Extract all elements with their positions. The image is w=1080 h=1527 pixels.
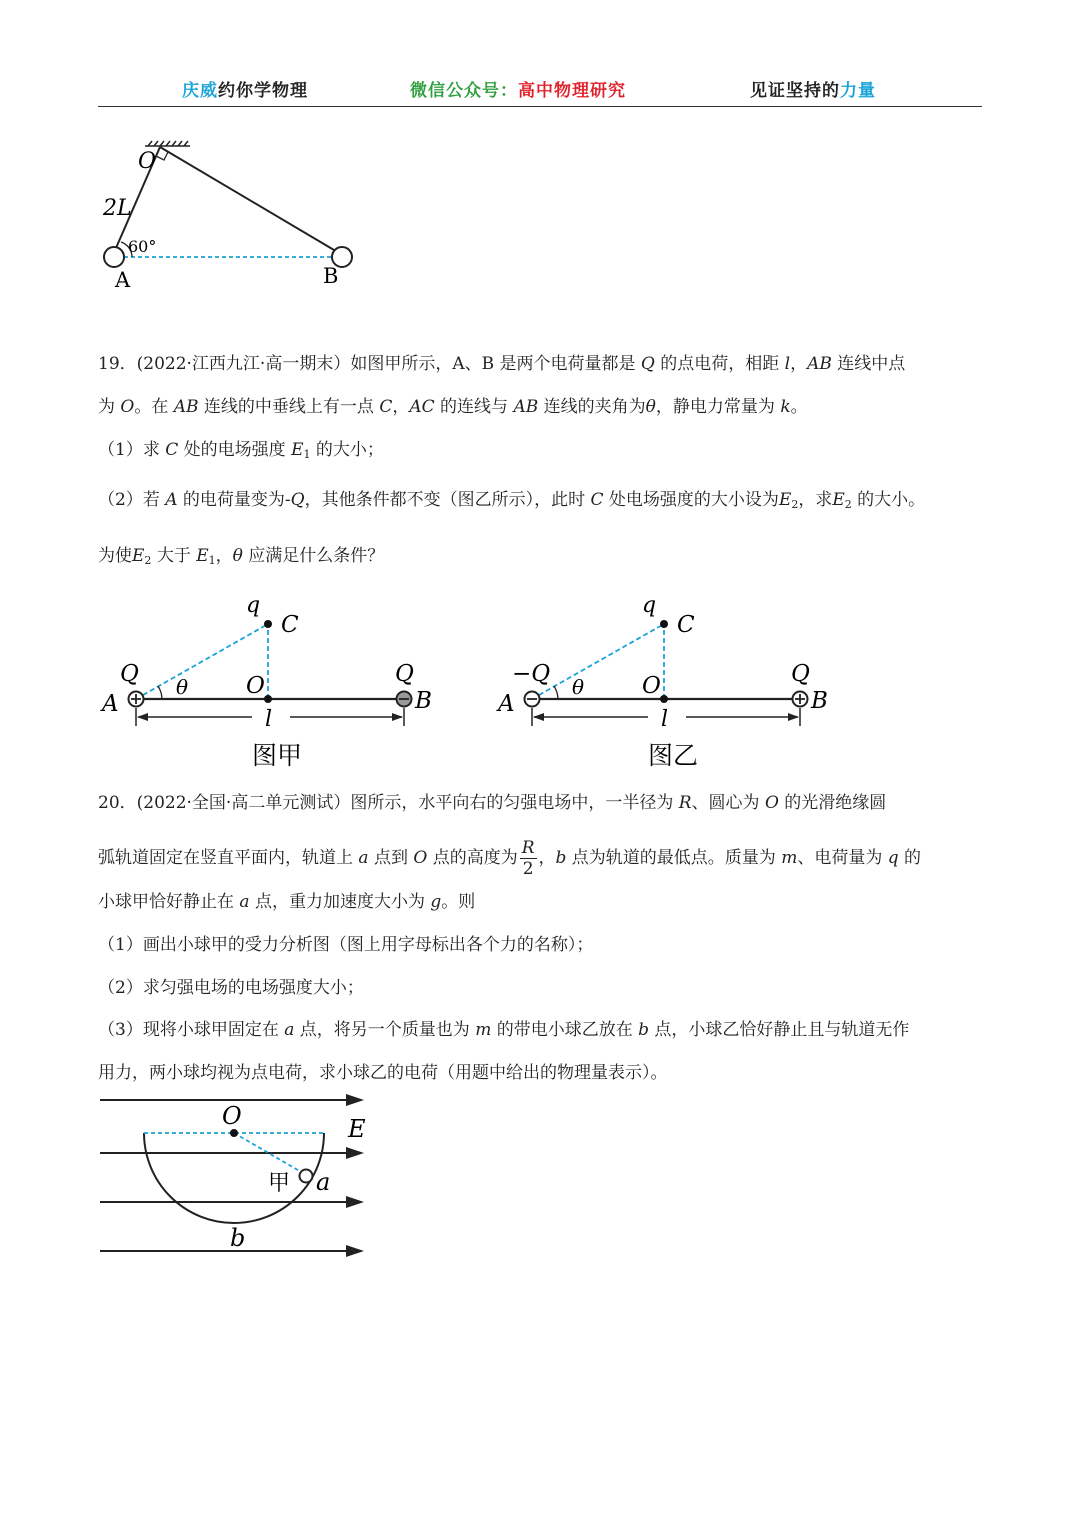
label-theta: θ [176, 675, 189, 699]
ball-jia [300, 1170, 313, 1183]
q20-text: 的带电小球乙放在 [491, 1020, 639, 1040]
q20-part1: （1）画出小球甲的受力分析图（图上用字母标出各个力的名称）； [98, 935, 594, 955]
q19-var-a: A [165, 490, 178, 510]
label-c: C [677, 612, 695, 638]
label-b: b [230, 1224, 246, 1252]
label-l: l [661, 707, 669, 732]
q20-var-b: b [638, 1020, 650, 1040]
label-a: A [102, 691, 119, 717]
q20-text: 点的高度为 [427, 848, 518, 868]
q19-text: 的连线与 [434, 397, 514, 417]
q19-sub: 1 [303, 448, 311, 461]
q20-text: 弧轨道固定在竖直平面内，轨道上 [98, 848, 359, 868]
q20-var-r: R [678, 793, 692, 813]
label-q-small: q [246, 593, 261, 618]
q19-text: ， [392, 397, 410, 417]
q20-var-a: a [284, 1020, 295, 1040]
caption: 图甲 [252, 741, 303, 770]
q19-text: 处电场强度的大小设为 [603, 490, 779, 510]
q20-part2: （2）求匀强电场的电场强度大小； [98, 978, 364, 998]
label-a: A [498, 691, 515, 717]
fraction-numerator: R [521, 838, 535, 858]
q20-var-g: g [430, 892, 442, 912]
q20-var-m: m [475, 1020, 492, 1040]
q19-sub: 1 [208, 554, 216, 567]
q20-var-a: a [239, 892, 250, 912]
q20-text: 的光滑绝缘圆 [778, 793, 887, 813]
header-brand-a: 庆威 [182, 81, 218, 101]
q19-sub: 2 [791, 498, 799, 511]
q19-text: 的大小； [310, 440, 384, 460]
q19-var-theta: θ [232, 546, 243, 566]
q19-sub: 2 [844, 498, 852, 511]
q19-text: 为使 [98, 546, 132, 566]
q19-var-c: C [379, 397, 393, 417]
label-qb: Q [395, 661, 414, 687]
q19-text: 连线的夹角为 [538, 397, 646, 417]
label-jia: 甲 [268, 1171, 291, 1196]
label-a: A [115, 268, 131, 292]
header-wechat-label: 微信公众号： [410, 81, 518, 101]
label-c: C [281, 612, 299, 638]
center-o [230, 1129, 238, 1137]
q19-sub: 2 [144, 554, 152, 567]
label-qa: −Q [512, 661, 551, 687]
q19-text: ， [215, 546, 233, 566]
q19-var-c: C [165, 440, 179, 460]
label-theta: θ [572, 675, 585, 699]
label-l: l [265, 707, 273, 732]
q20-var-o: O [413, 848, 428, 868]
q20-var-a: a [358, 848, 369, 868]
label-a: a [316, 1168, 331, 1196]
q19-text: 的电荷量变为- [177, 490, 291, 510]
q19-text: 的大小。 [851, 490, 926, 510]
q20-text: 、电荷量为 [797, 848, 888, 868]
q20-text: 、圆心为 [691, 793, 765, 813]
label-60: 60° [128, 237, 157, 256]
q19-text: 连线中点 [831, 354, 906, 374]
q19-var-l: l [784, 354, 791, 374]
q20-var-q: q [887, 848, 899, 868]
label-e: E [348, 1115, 366, 1143]
q19-var-o: O [120, 397, 135, 417]
q19-text: 。 [790, 397, 808, 417]
q19-text: 为 [98, 397, 121, 417]
q19-text: 的点电荷，相距 [654, 354, 785, 374]
q20-var-m: m [781, 848, 798, 868]
q19-var-e: E [132, 546, 145, 566]
q19-text: ，静电力常量为 [655, 397, 781, 417]
q20-text: 的 [898, 848, 922, 868]
q20-text: （3）现将小球甲固定在 [98, 1020, 285, 1040]
q19-var-q: Q [640, 354, 655, 374]
fraction-denominator: 2 [522, 859, 534, 879]
q19-var-e: E [778, 490, 792, 510]
q19-text: ，求 [798, 490, 833, 510]
header-brand-b: 约你学物理 [218, 81, 308, 101]
label-b: B [415, 688, 432, 714]
label-o: O [246, 673, 265, 699]
q19-text: ， [790, 354, 808, 374]
caption: 图乙 [648, 741, 699, 770]
q20-text: 点，小球乙恰好静止且与轨道无作 [649, 1020, 910, 1040]
label-qb: Q [791, 661, 810, 687]
q20-var-b: b [555, 848, 567, 868]
q20-text: 小球甲恰好静止在 [98, 892, 240, 912]
q19-text: 处的电场强度 [178, 440, 292, 460]
q19-var-c: C [590, 490, 604, 510]
q19-var-theta: θ [645, 397, 656, 417]
q19-text: 大于 [151, 546, 197, 566]
q19-var-ab: AB [807, 354, 832, 374]
q19-var-e: E [196, 546, 209, 566]
q19-text: 19．(2022·江西九江·高一期末）如图甲所示，A、B 是两个电荷量都是 [98, 354, 641, 374]
q20-text: 20．(2022·全国·高二单元测试）图所示，水平向右的匀强电场中，一半径为 [98, 793, 679, 813]
q19-var-q: Q [290, 490, 305, 510]
q20-text: ， [538, 848, 556, 868]
q20-var-o: O [764, 793, 779, 813]
q20-part4: 用力，两小球均视为点电荷，求小球乙的电荷（用题中给出的物理量表示）。 [98, 1063, 668, 1083]
q19-text: 连线的中垂线上有一点 [198, 397, 380, 417]
label-b: B [811, 688, 828, 714]
q19-var-ac: AC [409, 397, 435, 417]
label-q-small: q [642, 593, 657, 618]
q20-text: 点到 [368, 848, 414, 868]
label-o: O [642, 673, 661, 699]
q19-text: （2）若 [98, 490, 166, 510]
label-o: O [138, 149, 157, 174]
q19-var-e: E [291, 440, 304, 460]
q20-text: 点，将另一个质量也为 [294, 1020, 476, 1040]
q20-text: 。则 [441, 892, 476, 912]
q19-text: ，其他条件都不变（图乙所示），此时 [304, 490, 591, 510]
q19-var-ab: AB [173, 397, 199, 417]
q19-var-ab: AB [513, 397, 539, 417]
q20-text: 点为轨道的最低点。质量为 [566, 848, 782, 868]
label-o: O [222, 1102, 242, 1130]
q19-var-e: E [832, 490, 845, 510]
label-b: B [323, 264, 339, 288]
label-qa: Q [120, 661, 139, 687]
q19-text: 应满足什么条件？ [242, 546, 385, 566]
header-slogan-b: 力量 [840, 81, 876, 101]
label-2l: 2L [103, 196, 132, 221]
q19-text: 。在 [134, 397, 174, 417]
q19-text: （1）求 [98, 440, 166, 460]
header-slogan-a: 见证坚持的 [750, 81, 840, 101]
q19-var-k: k [780, 397, 791, 417]
arc-track [144, 1133, 324, 1223]
header-wechat-name: 高中物理研究 [518, 81, 626, 101]
q20-text: 点，重力加速度大小为 [249, 892, 431, 912]
